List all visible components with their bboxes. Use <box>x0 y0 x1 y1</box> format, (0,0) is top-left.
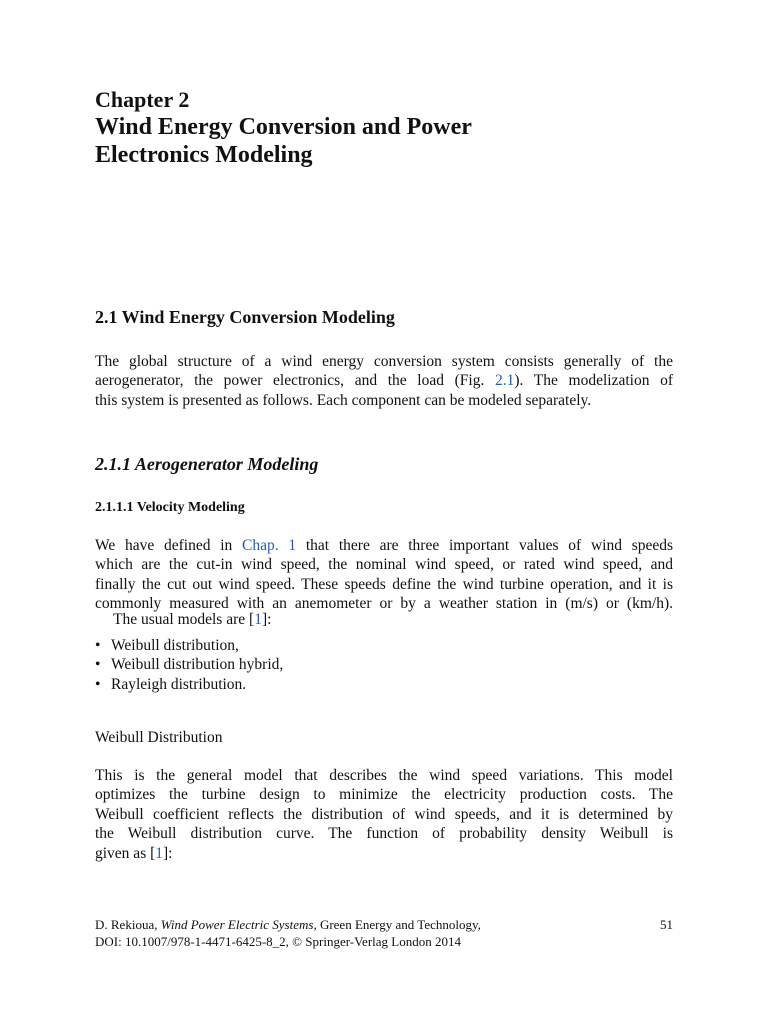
reference-link[interactable]: 1 <box>254 611 262 628</box>
list-item: • Weibull distribution, <box>95 637 239 654</box>
list-item: • Weibull distribution hybrid, <box>95 656 284 674</box>
bullet-icon: • <box>95 637 101 654</box>
chapter-title-line-1: Wind Energy Conversion and Power <box>95 114 472 140</box>
page-number: 51 <box>660 917 673 932</box>
reference-link[interactable]: 1 <box>155 844 164 862</box>
section-heading: 2.1 Wind Energy Conversion Modeling <box>95 307 395 327</box>
weibull-heading: Weibull Distribution <box>95 729 223 746</box>
text-line: Weibull coefficient reflects the distribution of wind speeds, and it is determined by <box>95 805 673 823</box>
text-line: The global structure of a wind energy conversion system consists generally of the <box>95 353 673 370</box>
footer-citation: D. Rekioua, Wind Power Electric Systems, Green Energy and Technology, <box>95 917 481 932</box>
subsection-heading: 2.1.1 Aerogenerator Modeling <box>95 454 319 474</box>
text-line: The usual models are [1]: <box>113 611 272 628</box>
footer-citation-row <box>95 916 673 933</box>
subsubsection-heading: 2.1.1.1 Velocity Modeling <box>95 500 245 515</box>
chapter-label: Chapter 2 <box>95 87 190 112</box>
section-paragraph <box>95 352 673 410</box>
text-line: This is the general model that describes the wind speed variations. This model <box>95 767 673 784</box>
text-line: this system is presented as follows. Each component can be modeled separately. <box>95 391 592 409</box>
text-line: given as [1]: <box>95 844 173 862</box>
text-line: which are the cut-in wind speed, the nominal wind speed, or rated wind speed, and <box>95 556 673 574</box>
page-footer <box>95 916 673 950</box>
chapter-title-line-2: Electronics Modeling <box>95 142 313 168</box>
chapter-title <box>95 113 655 169</box>
chapter-link[interactable]: Chap. 1 <box>242 537 297 554</box>
bullet-icon: • <box>95 675 101 693</box>
book-title: Wind Power Electric Systems <box>160 917 314 932</box>
text-line: finally the cut out wind speed. These speeds define the wind turbine operation, and it is <box>95 575 673 593</box>
text-line: the Weibull distribution curve. The function of probability density Weibull is <box>95 825 673 843</box>
weibull-paragraph <box>95 766 673 863</box>
list-item: • Rayleigh distribution. <box>95 675 247 693</box>
text-line: We have defined in Chap. 1 that there are three important values of wind speeds <box>95 537 674 554</box>
distribution-list <box>95 636 283 694</box>
figure-link[interactable]: 2.1 <box>495 372 515 390</box>
text-line: aerogenerator, the power electronics, and the load (Fig. 2.1). The modelization of <box>95 372 673 390</box>
bullet-icon: • <box>95 656 101 674</box>
velocity-paragraph <box>95 536 673 614</box>
text-line: commonly measured with an anemometer or by a weather station in (m/s) or (km/h). <box>95 595 673 613</box>
text-line: optimizes the turbine design to minimize the electricity production costs. The <box>95 786 673 804</box>
footer-doi: DOI: 10.1007/978-1-4471-6425-8_2, © Springer-Verlag London 2014 <box>95 934 461 949</box>
